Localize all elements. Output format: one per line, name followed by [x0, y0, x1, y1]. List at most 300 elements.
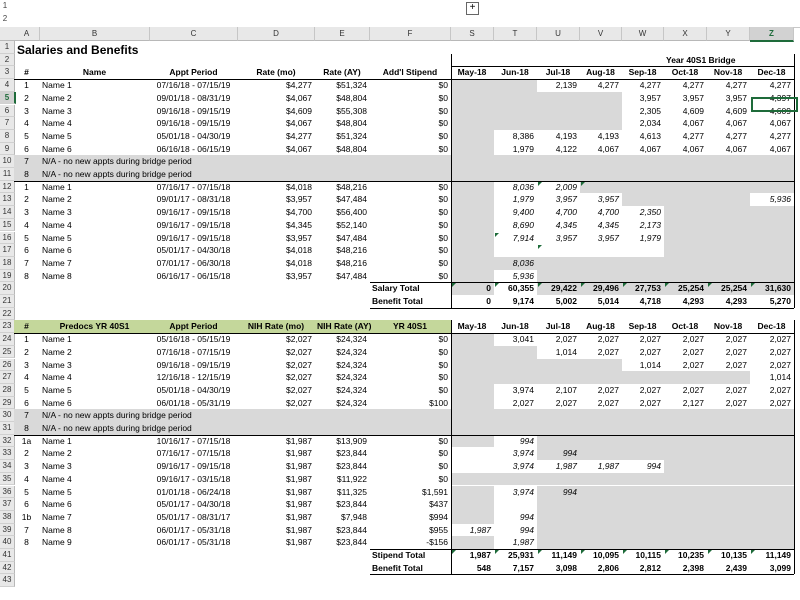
- data-cell[interactable]: $0: [438, 334, 448, 345]
- total-value[interactable]: 4,718: [639, 296, 661, 306]
- name-cell[interactable]: N/A - no new appts during bridge period: [42, 410, 192, 421]
- data-cell[interactable]: 09/16/17 - 09/15/18: [156, 232, 231, 243]
- data-cell[interactable]: $51,324: [336, 80, 367, 91]
- total-value[interactable]: 1,987: [469, 550, 491, 560]
- data-cell[interactable]: $24,324: [336, 334, 367, 345]
- data-cell[interactable]: 09/16/17 - 09/15/18: [156, 219, 231, 230]
- data-cell[interactable]: $23,844: [336, 524, 367, 535]
- row-header-28[interactable]: 28: [0, 384, 15, 397]
- total-value[interactable]: 11,149: [551, 550, 577, 560]
- data-cell[interactable]: 8,036: [512, 181, 534, 192]
- data-cell[interactable]: 4,609: [682, 105, 704, 116]
- column-label[interactable]: Oct-18: [671, 321, 699, 332]
- row-header-31[interactable]: 31: [0, 422, 15, 435]
- data-cell[interactable]: 4,067: [769, 118, 791, 129]
- name-cell[interactable]: Name 1: [42, 435, 72, 446]
- row-header-37[interactable]: 37: [0, 498, 15, 511]
- column-header-a[interactable]: A: [14, 27, 40, 41]
- name-cell[interactable]: Name 3: [42, 105, 72, 116]
- data-cell[interactable]: 01/01/18 - 06/24/18: [156, 486, 231, 497]
- data-cell[interactable]: 9,400: [512, 207, 534, 218]
- row-header-8[interactable]: 8: [0, 130, 15, 143]
- name-cell[interactable]: Name 5: [42, 384, 72, 395]
- name-cell[interactable]: Name 5: [42, 130, 72, 141]
- data-cell[interactable]: $3,957: [286, 270, 312, 281]
- data-cell[interactable]: 5: [24, 486, 29, 497]
- column-label[interactable]: #: [24, 67, 29, 78]
- name-cell[interactable]: Name 6: [42, 499, 72, 510]
- total-label[interactable]: Salary Total: [372, 283, 420, 294]
- data-cell[interactable]: $4,277: [286, 130, 312, 141]
- data-cell[interactable]: 4,067: [682, 143, 704, 154]
- name-cell[interactable]: Name 2: [42, 92, 72, 103]
- total-value[interactable]: 2,439: [725, 562, 747, 573]
- data-cell[interactable]: 2,027: [725, 346, 747, 357]
- name-cell[interactable]: Name 3: [42, 207, 72, 218]
- total-value[interactable]: 10,095: [593, 550, 619, 560]
- name-cell[interactable]: Name 4: [42, 118, 72, 129]
- data-cell[interactable]: 7: [24, 524, 29, 535]
- data-cell[interactable]: $100: [429, 397, 448, 408]
- data-cell[interactable]: 07/16/18 - 07/15/19: [156, 80, 231, 91]
- data-cell[interactable]: 1,014: [555, 346, 577, 357]
- data-cell[interactable]: 2: [24, 448, 29, 459]
- data-cell[interactable]: $55,308: [336, 105, 367, 116]
- total-value[interactable]: 0: [486, 296, 491, 306]
- data-cell[interactable]: 2: [24, 194, 29, 205]
- name-cell[interactable]: Name 3: [42, 359, 72, 370]
- expand-group-button[interactable]: +: [466, 2, 479, 15]
- name-cell[interactable]: Name 2: [42, 448, 72, 459]
- column-label[interactable]: NIH Rate (mo): [247, 321, 305, 332]
- data-cell[interactable]: 09/16/17 - 09/15/18: [156, 207, 231, 218]
- data-cell[interactable]: $437: [429, 499, 448, 510]
- row-header-24[interactable]: 24: [0, 333, 15, 346]
- name-cell[interactable]: Name 1: [42, 181, 72, 192]
- data-cell[interactable]: 09/16/17 - 03/15/18: [156, 473, 231, 484]
- data-cell[interactable]: 5: [24, 232, 29, 243]
- data-cell[interactable]: $0: [438, 105, 448, 116]
- data-cell[interactable]: $47,484: [336, 270, 367, 281]
- data-cell[interactable]: 4,277: [639, 80, 661, 91]
- data-cell[interactable]: $1,987: [286, 499, 312, 510]
- row-header-9[interactable]: 9: [0, 143, 15, 156]
- data-cell[interactable]: $51,324: [336, 130, 367, 141]
- name-cell[interactable]: N/A - no new appts during bridge period: [42, 423, 192, 433]
- total-value[interactable]: 5,014: [597, 296, 619, 306]
- data-cell[interactable]: 8,690: [512, 219, 534, 230]
- data-cell[interactable]: 4: [24, 473, 29, 484]
- data-cell[interactable]: $2,027: [286, 359, 312, 370]
- data-cell[interactable]: 2,027: [769, 334, 791, 345]
- column-label[interactable]: Name: [82, 67, 107, 78]
- data-cell[interactable]: 12/16/18 - 12/15/19: [156, 372, 231, 383]
- data-cell[interactable]: 1,014: [769, 372, 791, 383]
- row-header-29[interactable]: 29: [0, 397, 15, 410]
- row-header-18[interactable]: 18: [0, 257, 15, 270]
- data-cell[interactable]: 2: [24, 92, 29, 103]
- column-label[interactable]: Oct-18: [671, 67, 699, 78]
- row-header-11[interactable]: 11: [0, 168, 15, 181]
- data-cell[interactable]: 4,067: [682, 118, 704, 129]
- data-cell[interactable]: $0: [438, 130, 448, 141]
- name-cell[interactable]: Name 6: [42, 397, 72, 408]
- data-cell[interactable]: 2,107: [555, 384, 577, 395]
- column-label[interactable]: Appt Period: [169, 67, 218, 78]
- data-cell[interactable]: 4: [24, 118, 29, 129]
- total-value[interactable]: 25,254: [678, 283, 704, 294]
- name-cell[interactable]: Name 1: [42, 80, 72, 91]
- column-header-x[interactable]: X: [664, 27, 707, 41]
- row-header-34[interactable]: 34: [0, 460, 15, 473]
- name-cell[interactable]: Name 4: [42, 372, 72, 383]
- data-cell[interactable]: $0: [438, 207, 448, 218]
- data-cell[interactable]: $0: [438, 473, 448, 484]
- data-cell[interactable]: $1,591: [422, 486, 448, 497]
- row-header-1[interactable]: 1: [0, 41, 15, 54]
- data-cell[interactable]: 2,027: [725, 359, 747, 370]
- data-cell[interactable]: 4,067: [725, 143, 747, 154]
- total-value[interactable]: 10,115: [635, 550, 661, 560]
- data-cell[interactable]: 05/16/18 - 05/15/19: [156, 334, 231, 345]
- data-cell[interactable]: 2,027: [597, 334, 619, 345]
- data-cell[interactable]: 07/16/17 - 07/15/18: [156, 448, 231, 459]
- data-cell[interactable]: $0: [438, 232, 448, 243]
- data-cell[interactable]: 2,027: [769, 397, 791, 408]
- data-cell[interactable]: $48,216: [336, 181, 367, 192]
- name-cell[interactable]: Name 5: [42, 486, 72, 497]
- data-cell[interactable]: 2,027: [512, 397, 534, 408]
- data-cell[interactable]: $0: [438, 448, 448, 459]
- row-header-3[interactable]: 3: [0, 66, 15, 79]
- total-value[interactable]: 31,630: [765, 283, 791, 294]
- data-cell[interactable]: 3,974: [512, 448, 534, 459]
- data-cell[interactable]: 4,345: [555, 219, 577, 230]
- data-cell[interactable]: 2,027: [769, 359, 791, 370]
- data-cell[interactable]: 2,027: [555, 334, 577, 345]
- data-cell[interactable]: $955: [429, 524, 448, 535]
- data-cell[interactable]: 4: [24, 372, 29, 383]
- data-cell[interactable]: 6: [24, 397, 29, 408]
- data-cell[interactable]: 09/16/18 - 09/15/19: [156, 105, 231, 116]
- data-cell[interactable]: $0: [438, 181, 448, 192]
- data-cell[interactable]: 1: [24, 80, 29, 91]
- column-header-y[interactable]: Y: [707, 27, 750, 41]
- data-cell[interactable]: 1a: [21, 435, 32, 446]
- data-cell[interactable]: 4,277: [769, 80, 791, 91]
- data-cell[interactable]: $1,987: [286, 435, 312, 446]
- data-cell[interactable]: 1: [24, 334, 29, 345]
- data-cell[interactable]: 2,027: [597, 384, 619, 395]
- data-cell[interactable]: 3,957: [682, 92, 704, 103]
- name-cell[interactable]: N/A - no new appts during bridge period: [42, 169, 192, 179]
- row-header-7[interactable]: 7: [0, 117, 15, 130]
- name-cell[interactable]: Name 6: [42, 143, 72, 154]
- data-cell[interactable]: 4,613: [639, 130, 661, 141]
- name-cell[interactable]: Name 7: [42, 511, 72, 522]
- data-cell[interactable]: 4,609: [725, 105, 747, 116]
- data-cell[interactable]: 3: [24, 359, 29, 370]
- column-header-s[interactable]: S: [451, 27, 494, 41]
- data-cell[interactable]: 6: [24, 143, 29, 154]
- total-value[interactable]: 29,422: [551, 283, 577, 294]
- data-cell[interactable]: 994: [519, 524, 534, 535]
- data-cell[interactable]: 3: [24, 461, 29, 472]
- data-cell[interactable]: 2,027: [725, 397, 747, 408]
- row-header-35[interactable]: 35: [0, 473, 15, 486]
- data-cell[interactable]: 4,277: [769, 130, 791, 141]
- data-cell[interactable]: 8: [24, 537, 29, 548]
- data-cell[interactable]: $47,484: [336, 194, 367, 205]
- data-cell[interactable]: 09/01/17 - 08/31/18: [156, 194, 231, 205]
- data-cell[interactable]: 4,122: [555, 143, 577, 154]
- column-header-c[interactable]: C: [150, 27, 238, 41]
- data-cell[interactable]: $24,324: [336, 384, 367, 395]
- column-label[interactable]: Dec-18: [757, 321, 786, 332]
- data-cell[interactable]: 2,173: [639, 219, 661, 230]
- data-cell[interactable]: 05/01/17 - 08/31/17: [156, 511, 231, 522]
- data-cell[interactable]: 3,957: [597, 194, 619, 205]
- data-cell[interactable]: $0: [438, 270, 448, 281]
- data-cell[interactable]: $0: [438, 384, 448, 395]
- data-cell[interactable]: 2,027: [682, 384, 704, 395]
- data-cell[interactable]: $24,324: [336, 372, 367, 383]
- data-cell[interactable]: $48,804: [336, 92, 367, 103]
- data-cell[interactable]: $4,700: [286, 207, 312, 218]
- row-header-13[interactable]: 13: [0, 193, 15, 206]
- data-cell[interactable]: 1,987: [469, 524, 491, 535]
- data-cell[interactable]: $2,027: [286, 334, 312, 345]
- data-cell[interactable]: $3,957: [286, 232, 312, 243]
- row-header-36[interactable]: 36: [0, 486, 15, 499]
- row-header-6[interactable]: 6: [0, 105, 15, 118]
- data-cell[interactable]: $47,484: [336, 232, 367, 243]
- row-header-33[interactable]: 33: [0, 447, 15, 460]
- data-cell[interactable]: 6: [24, 499, 29, 510]
- data-cell[interactable]: 1,014: [639, 359, 661, 370]
- data-cell[interactable]: $1,987: [286, 448, 312, 459]
- column-header-v[interactable]: V: [580, 27, 622, 41]
- select-all-corner[interactable]: [0, 27, 15, 41]
- total-value[interactable]: 11,149: [765, 550, 791, 560]
- outline-level-2[interactable]: 2: [2, 14, 8, 23]
- data-cell[interactable]: $7,948: [341, 511, 367, 522]
- data-cell[interactable]: 1,987: [512, 537, 534, 548]
- row-header-17[interactable]: 17: [0, 244, 15, 257]
- name-cell[interactable]: Name 5: [42, 232, 72, 243]
- row-header-16[interactable]: 16: [0, 232, 15, 245]
- data-cell[interactable]: $24,324: [336, 397, 367, 408]
- data-cell[interactable]: 2,027: [725, 334, 747, 345]
- total-label[interactable]: Benefit Total: [372, 296, 423, 306]
- total-value[interactable]: 29,496: [593, 283, 619, 294]
- total-value[interactable]: 0: [486, 283, 491, 294]
- data-cell[interactable]: $4,067: [286, 118, 312, 129]
- total-value[interactable]: 25,931: [508, 550, 534, 560]
- total-value[interactable]: 2,812: [639, 562, 661, 573]
- data-cell[interactable]: -$156: [426, 537, 448, 548]
- data-cell[interactable]: $56,400: [336, 207, 367, 218]
- data-cell[interactable]: 4,193: [555, 130, 577, 141]
- data-cell[interactable]: 3,974: [512, 384, 534, 395]
- data-cell[interactable]: $4,018: [286, 257, 312, 268]
- data-cell[interactable]: 4: [24, 219, 29, 230]
- data-cell[interactable]: 4,067: [597, 143, 619, 154]
- total-value[interactable]: 5,270: [769, 296, 791, 306]
- column-label[interactable]: Jun-18: [501, 321, 529, 332]
- column-label[interactable]: Sep-18: [628, 67, 657, 78]
- data-cell[interactable]: 2,027: [639, 334, 661, 345]
- data-cell[interactable]: $4,277: [286, 80, 312, 91]
- data-cell[interactable]: $0: [438, 118, 448, 129]
- total-value[interactable]: 4,293: [725, 296, 747, 306]
- data-cell[interactable]: 4,067: [769, 143, 791, 154]
- data-cell[interactable]: 09/16/18 - 09/15/19: [156, 118, 231, 129]
- data-cell[interactable]: 1,987: [555, 461, 577, 472]
- total-value[interactable]: 5,002: [555, 296, 577, 306]
- row-header-19[interactable]: 19: [0, 270, 15, 283]
- total-value[interactable]: 9,174: [512, 296, 534, 306]
- data-cell[interactable]: 5: [24, 130, 29, 141]
- name-cell[interactable]: Name 4: [42, 473, 72, 484]
- data-cell[interactable]: $2,027: [286, 384, 312, 395]
- data-cell[interactable]: 4,277: [682, 80, 704, 91]
- data-cell[interactable]: 2,027: [682, 359, 704, 370]
- data-cell[interactable]: 09/16/18 - 09/15/19: [156, 359, 231, 370]
- data-cell[interactable]: 3: [24, 105, 29, 116]
- data-cell[interactable]: $0: [438, 143, 448, 154]
- data-cell[interactable]: $52,140: [336, 219, 367, 230]
- data-cell[interactable]: 09/01/18 - 08/31/19: [156, 92, 231, 103]
- column-header-t[interactable]: T: [494, 27, 537, 41]
- row-header-39[interactable]: 39: [0, 524, 15, 537]
- data-cell[interactable]: $4,067: [286, 92, 312, 103]
- data-cell[interactable]: 4,277: [725, 80, 747, 91]
- name-cell[interactable]: Name 3: [42, 461, 72, 472]
- data-cell[interactable]: $0: [438, 359, 448, 370]
- row-header-38[interactable]: 38: [0, 511, 15, 524]
- data-cell[interactable]: $4,067: [286, 143, 312, 154]
- data-cell[interactable]: $2,027: [286, 397, 312, 408]
- data-cell[interactable]: 07/16/17 - 07/15/18: [156, 181, 231, 192]
- column-header-d[interactable]: D: [238, 27, 315, 41]
- data-cell[interactable]: 1b: [21, 511, 32, 522]
- total-value[interactable]: 25,254: [721, 283, 747, 294]
- name-cell[interactable]: Name 4: [42, 219, 72, 230]
- total-label[interactable]: Benefit Total: [372, 562, 423, 573]
- data-cell[interactable]: $0: [438, 435, 448, 446]
- data-cell[interactable]: 3,041: [512, 334, 534, 345]
- data-cell[interactable]: 2,034: [639, 118, 661, 129]
- row-header-22[interactable]: 22: [0, 308, 15, 321]
- data-cell[interactable]: $48,216: [336, 245, 367, 256]
- data-cell[interactable]: 05/01/17 - 04/30/18: [156, 499, 231, 510]
- column-label[interactable]: May-18: [457, 321, 487, 332]
- data-cell[interactable]: 2,027: [769, 346, 791, 357]
- data-cell[interactable]: 2,027: [769, 384, 791, 395]
- total-value[interactable]: 7,157: [512, 562, 534, 573]
- data-cell[interactable]: 4,277: [682, 130, 704, 141]
- data-cell[interactable]: 7: [24, 156, 29, 167]
- data-cell[interactable]: $2,027: [286, 346, 312, 357]
- name-cell[interactable]: Name 1: [42, 334, 72, 345]
- total-value[interactable]: 3,098: [555, 562, 577, 573]
- data-cell[interactable]: 05/01/18 - 04/30/19: [156, 384, 231, 395]
- column-label[interactable]: Jul-18: [545, 321, 571, 332]
- data-cell[interactable]: 8: [24, 270, 29, 281]
- data-cell[interactable]: 994: [646, 461, 661, 472]
- name-cell[interactable]: Name 9: [42, 537, 72, 548]
- data-cell[interactable]: $11,325: [336, 486, 367, 497]
- data-cell[interactable]: $0: [438, 461, 448, 472]
- data-cell[interactable]: 2,027: [639, 397, 661, 408]
- total-value[interactable]: 60,355: [508, 283, 534, 294]
- data-cell[interactable]: 994: [562, 486, 577, 497]
- column-label[interactable]: Jun-18: [501, 67, 529, 78]
- name-cell[interactable]: Name 8: [42, 270, 72, 281]
- column-label[interactable]: Appt Period: [169, 321, 218, 332]
- data-cell[interactable]: $23,844: [336, 537, 367, 548]
- data-cell[interactable]: 3,974: [512, 486, 534, 497]
- data-cell[interactable]: 06/01/17 - 05/31/18: [156, 524, 231, 535]
- row-header-12[interactable]: 12: [0, 181, 15, 194]
- data-cell[interactable]: $1,987: [286, 461, 312, 472]
- column-label[interactable]: Sep-18: [628, 321, 657, 332]
- total-value[interactable]: 3,099: [769, 562, 791, 573]
- data-cell[interactable]: $11,922: [336, 473, 367, 484]
- data-cell[interactable]: 4,277: [725, 130, 747, 141]
- data-cell[interactable]: 3: [24, 207, 29, 218]
- data-cell[interactable]: $1,987: [286, 486, 312, 497]
- column-label[interactable]: May-18: [457, 67, 487, 78]
- column-label[interactable]: Predocs YR 40S1: [59, 321, 130, 332]
- data-cell[interactable]: 06/16/18 - 06/15/19: [156, 143, 231, 154]
- data-cell[interactable]: $1,987: [286, 473, 312, 484]
- data-cell[interactable]: 2,027: [555, 397, 577, 408]
- data-cell[interactable]: $23,844: [336, 461, 367, 472]
- data-cell[interactable]: $0: [438, 346, 448, 357]
- row-header-25[interactable]: 25: [0, 346, 15, 359]
- column-label[interactable]: Add'l Stipend: [382, 67, 438, 78]
- data-cell[interactable]: $4,345: [286, 219, 312, 230]
- data-cell[interactable]: 3,957: [639, 92, 661, 103]
- row-header-4[interactable]: 4: [0, 79, 15, 92]
- data-cell[interactable]: 8,386: [512, 130, 534, 141]
- data-cell[interactable]: $0: [438, 245, 448, 256]
- column-header-u[interactable]: U: [537, 27, 580, 41]
- data-cell[interactable]: 8,036: [512, 257, 534, 268]
- row-header-30[interactable]: 30: [0, 409, 15, 422]
- data-cell[interactable]: 4,067: [725, 118, 747, 129]
- column-label[interactable]: Nov-18: [713, 321, 743, 332]
- column-label[interactable]: Rate (mo): [256, 67, 296, 78]
- total-value[interactable]: 27,753: [635, 283, 661, 294]
- data-cell[interactable]: 5,936: [512, 270, 534, 281]
- data-cell[interactable]: 2,027: [682, 334, 704, 345]
- data-cell[interactable]: 2,305: [639, 105, 661, 116]
- column-label[interactable]: Nov-18: [713, 67, 743, 78]
- column-label[interactable]: Aug-18: [586, 321, 615, 332]
- data-cell[interactable]: $4,018: [286, 245, 312, 256]
- data-cell[interactable]: $48,804: [336, 143, 367, 154]
- name-cell[interactable]: Name 2: [42, 194, 72, 205]
- data-cell[interactable]: 2,027: [682, 346, 704, 357]
- data-cell[interactable]: 10/16/17 - 07/15/18: [156, 435, 231, 446]
- data-cell[interactable]: $48,216: [336, 257, 367, 268]
- total-value[interactable]: 10,135: [721, 550, 747, 560]
- data-cell[interactable]: 6: [24, 245, 29, 256]
- data-cell[interactable]: 7,914: [512, 232, 534, 243]
